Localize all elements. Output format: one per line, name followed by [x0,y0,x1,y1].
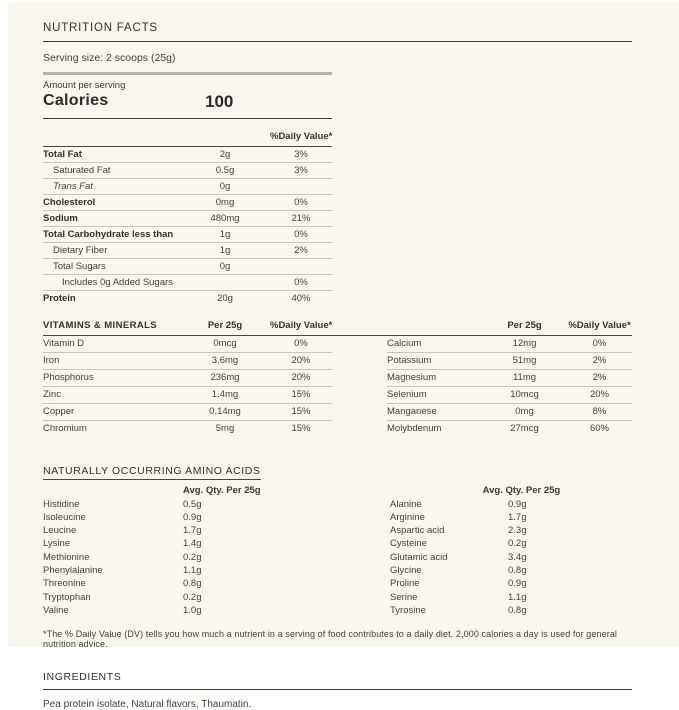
vitamins-section-title: VITAMINS & MINERALS [43,319,158,331]
table-row: Molybdenum 27mcg 60% [387,423,609,434]
spacer [180,131,270,142]
table-row: Protein 20g 40% [43,292,311,304]
spacer [43,131,180,142]
list-item: Threonine 0.8g [43,578,202,590]
table-row: Chromium 5mg 15% [43,423,311,434]
table-row: Vitamin D 0mcg 0% [43,336,332,353]
list-item: Aspartic acid 2.3g [390,525,527,537]
per-25g-header-right: Per 25g [507,319,542,331]
amino-acids-column-right [390,498,632,618]
table-row: Manganese 0mg 8% [387,404,632,421]
list-item: Valine 1.0g [43,604,202,616]
table-row: Calcium 12mg 0% [387,336,632,353]
calories-value: 100 [205,91,234,111]
list-item: Glycine 0.8g [390,564,527,576]
serving-size: Serving size: 2 scoops (25g) [43,52,176,64]
list-item: Tyrosine 0.8g [390,604,527,616]
per-25g-header-left: Per 25g [207,319,243,331]
list-item: Histidine 0.5g [43,498,202,510]
avg-qty-header-right: Avg. Qty. Per 25g [482,484,561,496]
list-item: Alanine 0.9g [390,498,527,510]
nutrition-table [43,131,332,306]
table-row: Magnesium 11mg 2% [387,370,632,387]
table-row: Total Carbohydrate less than 1g 0% [43,227,332,243]
calories-row [43,92,332,119]
list-item: Phenylalanine 1.1g [43,564,202,576]
daily-value-footnote: *The % Daily Value (DV) tells you how much a nutrient in a serving of food contributes to a daily diet. 2,000 calories a day is used for general nutrition advice. [43,629,618,650]
table-row: Total Fat 2g 3% [43,147,332,163]
daily-value-header-left: %Daily Value* [270,319,333,331]
nutrition-facts-title: NUTRITION FACTS [43,22,632,42]
table-row: Trans Fat 0g [43,179,332,195]
table-row: Includes 0g Added Sugars 0% [43,275,332,291]
ingredients-title: INGREDIENTS [43,671,632,690]
amino-acids-section-title: NATURALLY OCCURRING AMINO ACIDS [43,465,632,480]
nutrition-label [43,0,632,710]
divider-thick [43,72,332,75]
table-row: Saturated Fat 0.5g 3% [43,163,332,179]
amino-acids-lists [43,498,632,618]
list-item: Proline 0.9g [390,578,527,590]
table-row: Copper 0.14mg 15% [43,404,332,421]
vitamins-table-right [387,336,632,437]
vitamins-tables [43,336,632,437]
list-item: Serine 1.1g [390,591,527,603]
nutrition-table-header [43,131,332,147]
table-row: Dietary Fiber 1g 2% [43,243,332,259]
vitamins-table-left [43,336,332,437]
list-item: Lysine 1.4g [43,538,202,550]
list-item: Leucine 1.7g [43,525,202,537]
table-row: Zinc 1.4mg 15% [43,387,332,404]
amino-acids-column-headers [43,485,632,496]
daily-value-header-right: %Daily Value* [568,319,631,331]
table-row: Potassium 51mg 2% [387,353,632,370]
list-item: Cysteine 0.2g [390,538,527,550]
table-row: Cholesterol 0mg 0% [43,195,332,211]
spacer [332,320,387,331]
list-item: Tryptophan 0.2g [43,591,202,603]
table-row: Total Sugars 0g [43,259,332,275]
daily-value-header: %Daily Value* [270,130,333,142]
spacer [387,320,482,331]
vitamins-header [43,320,632,336]
table-row: Phosphorus 236mg 20% [43,370,332,387]
list-item: Methionine 0.2g [43,551,202,563]
table-row: Iron 3.6mg 20% [43,353,332,370]
list-item: Isoleucine 0.9g [43,511,202,523]
amino-acids-column-left [43,498,390,618]
amount-per-serving-label: Amount per serving [43,79,126,91]
table-row: Selenium 10mcg 20% [387,387,632,404]
list-item: Arginine 1.7g [390,511,527,523]
calories-label: Calories [43,91,109,109]
avg-qty-header-left: Avg. Qty. Per 25g [183,484,261,496]
table-row: Sodium 480mg 21% [43,211,332,227]
list-item: Glutamic acid 3.4g [390,551,527,563]
ingredients-text: Pea protein isolate, Natural flavors, Thaumatin. [43,699,252,710]
